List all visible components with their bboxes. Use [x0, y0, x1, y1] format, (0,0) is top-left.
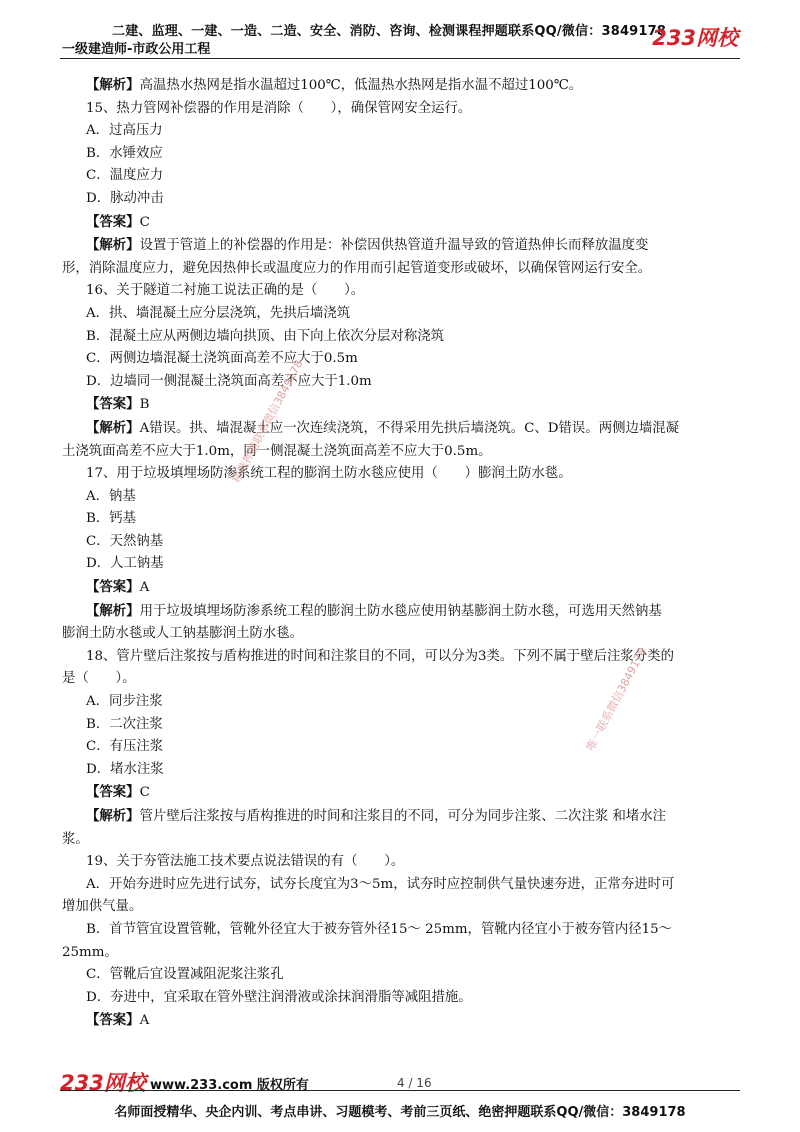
- logo-footer: 233网校: [60, 1071, 146, 1095]
- line-text: 19、关于夯管法施工技术要点说法错误的有（ ）。: [86, 854, 405, 870]
- watermark: 唯一联系微信3849178: [583, 645, 650, 754]
- header-promo: 二建、监理、一建、一造、二造、安全、消防、咨询、检测课程押题联系QQ/微信：3849178: [112, 24, 667, 39]
- line-text: A: [139, 1013, 150, 1029]
- line-text: D．堵水注浆: [86, 761, 164, 777]
- text-line: [62, 691, 742, 714]
- line-text: 形，消除温度应力，避免因热伸长或温度应力的作用而引起管道变形或破坏，以确保管网运行安全。: [62, 260, 652, 276]
- line-tag: 【答案】: [86, 784, 140, 801]
- text-line: [62, 1009, 742, 1033]
- text-line: [62, 714, 742, 737]
- line-text: B．二次注浆: [86, 716, 163, 732]
- line-text: A: [139, 580, 150, 596]
- line-text: C: [139, 214, 150, 230]
- line-tag: 【解析】: [86, 77, 140, 93]
- line-text: B．钙基: [86, 511, 137, 527]
- text-line: [62, 120, 742, 143]
- text-line: [62, 964, 742, 987]
- line-text: B．水锤效应: [86, 145, 163, 161]
- line-tag: 【解析】: [86, 237, 140, 254]
- text-line: [62, 486, 742, 509]
- line-text: 土浇筑面高差不应大于1.0m，同一侧混凝土浇筑面高差不应大于0.5m。: [62, 443, 492, 459]
- text-line: [62, 417, 742, 441]
- text-line: [62, 74, 742, 98]
- header-divider: [60, 58, 740, 59]
- text-line: [62, 987, 742, 1010]
- line-tag: 【答案】: [86, 213, 140, 230]
- text-line: [62, 463, 742, 486]
- line-text: 膨润土防水毯或人工钠基膨润土防水毯。: [62, 626, 304, 642]
- footer-divider: [60, 1090, 740, 1091]
- text-line: [62, 576, 742, 600]
- line-text: A．过高压力: [86, 123, 163, 139]
- line-text: 17、用于垃圾填埋场防渗系统工程的膨润土防水毯应使用（ ）膨润土防水毯。: [86, 466, 572, 482]
- text-line: [62, 531, 742, 554]
- text-line: [62, 829, 742, 852]
- text-line: [62, 600, 742, 624]
- line-text: D．人工钠基: [86, 556, 164, 572]
- text-line: [62, 165, 742, 188]
- line-text: 用于垃圾填埋场防渗系统工程的膨润土防水毯应使用钠基膨润土防水毯，可选用天然钠基: [139, 603, 662, 619]
- text-line: [62, 805, 742, 829]
- watermark: 精准押题联系微信3849178: [229, 357, 306, 486]
- text-line: [62, 234, 742, 258]
- line-text: 25mm。: [62, 944, 118, 960]
- line-tag: 【答案】: [86, 396, 140, 413]
- footer-promo: 名师面授精华、央企内训、考点串讲、习题模考、考前三页纸、绝密押题联系QQ/微信：3849178: [114, 1105, 686, 1120]
- page-number: 4 / 16: [397, 1076, 432, 1090]
- line-text: D．脉动冲击: [86, 190, 164, 206]
- line-tag: 【答案】: [86, 1012, 140, 1029]
- text-line: [62, 98, 742, 121]
- line-text: 16、关于隧道二衬施工说法正确的是（ ）。: [86, 283, 365, 299]
- text-line: [62, 393, 742, 417]
- line-tag: 【答案】: [86, 579, 140, 596]
- line-text: D．边墙同一侧混凝土浇筑面高差不应大于1.0m: [86, 373, 372, 389]
- line-text: 高温热水热网是指水温超过100℃，低温热水热网是指水温不超过100℃。: [139, 78, 583, 93]
- text-line: [62, 188, 742, 211]
- line-text: B．混凝土应从两侧边墙向拱顶、由下向上依次分层对称浇筑: [86, 328, 444, 344]
- text-line: [62, 508, 742, 531]
- line-text: A．钠基: [86, 488, 136, 504]
- text-line: [62, 326, 742, 349]
- line-text: C．温度应力: [86, 168, 164, 184]
- line-text: D．夯进中，宜采取在管外壁注润滑液或涂抹润滑脂等减阻措施。: [86, 989, 472, 1005]
- text-line: [62, 280, 742, 303]
- line-tag: 【解析】: [86, 808, 140, 824]
- line-text: 增加供气量。: [62, 899, 143, 915]
- text-line: [62, 896, 742, 919]
- line-text: A．开始夯进时应先进行试夯，试夯长度宜为3～5m，试夯时应控制供气量快速夯进，正常夯进时可: [86, 876, 675, 892]
- text-line: [62, 919, 742, 942]
- line-tag: 【解析】: [86, 602, 140, 619]
- document-body: [62, 74, 742, 1033]
- line-text: 15、热力管网补偿器的作用是消除（ ），确保管网安全运行。: [86, 100, 472, 116]
- text-line: [62, 348, 742, 371]
- line-text: C: [139, 785, 150, 801]
- line-text: C．管靴后宜设置减阻泥浆注浆孔: [86, 967, 284, 983]
- logo-header: 233网校: [652, 26, 738, 50]
- line-text: A．拱、墙混凝土应分层浇筑，先拱后墙浇筑: [86, 305, 351, 321]
- text-line: [62, 303, 742, 326]
- text-line: [62, 553, 742, 576]
- text-line: [62, 371, 742, 394]
- line-text: 是（ ）。: [62, 671, 136, 687]
- line-text: A错误。拱、墙混凝土应一次连续浇筑，不得采用先拱后墙浇筑。C、D错误。两侧边墙混凝: [139, 420, 680, 436]
- text-line: [62, 736, 742, 759]
- line-text: A．同步注浆: [86, 694, 163, 710]
- text-line: [62, 441, 742, 464]
- line-text: C．有压注浆: [86, 739, 164, 755]
- line-text: C．两侧边墙混凝土浇筑面高差不应大于0.5m: [86, 351, 358, 367]
- line-text: B: [139, 397, 150, 413]
- line-text: B．首节管宜设置管靴，管靴外径宜大于被夯管外径15～ 25mm，管靴内径宜小于被夯管内径15～: [86, 921, 673, 937]
- text-line: [62, 851, 742, 874]
- text-line: [62, 623, 742, 646]
- line-text: 设置于管道上的补偿器的作用是：补偿因供热管道升温导致的管道热伸长而释放温度变: [139, 238, 649, 254]
- line-text: 管片壁后注浆按与盾构推进的时间和注浆目的不同，可分为同步注浆、二次注浆 和堵水注: [139, 809, 667, 824]
- header-subject: 一级建造师-市政公用工程: [62, 42, 211, 57]
- text-line: [62, 874, 742, 897]
- line-text: C．天然钠基: [86, 533, 164, 549]
- text-line: [62, 143, 742, 166]
- text-line: [62, 759, 742, 782]
- line-text: 浆。: [62, 831, 89, 847]
- footer-site: www.233.com 版权所有: [150, 1078, 309, 1093]
- line-tag: 【解析】: [86, 419, 140, 436]
- text-line: [62, 258, 742, 281]
- text-line: [62, 668, 742, 691]
- text-line: [62, 211, 742, 235]
- text-line: [62, 781, 742, 805]
- text-line: [62, 942, 742, 965]
- line-text: 18、管片壁后注浆按与盾构推进的时间和注浆目的不同，可以分为3类。下列不属于壁后注浆分类的: [86, 648, 674, 664]
